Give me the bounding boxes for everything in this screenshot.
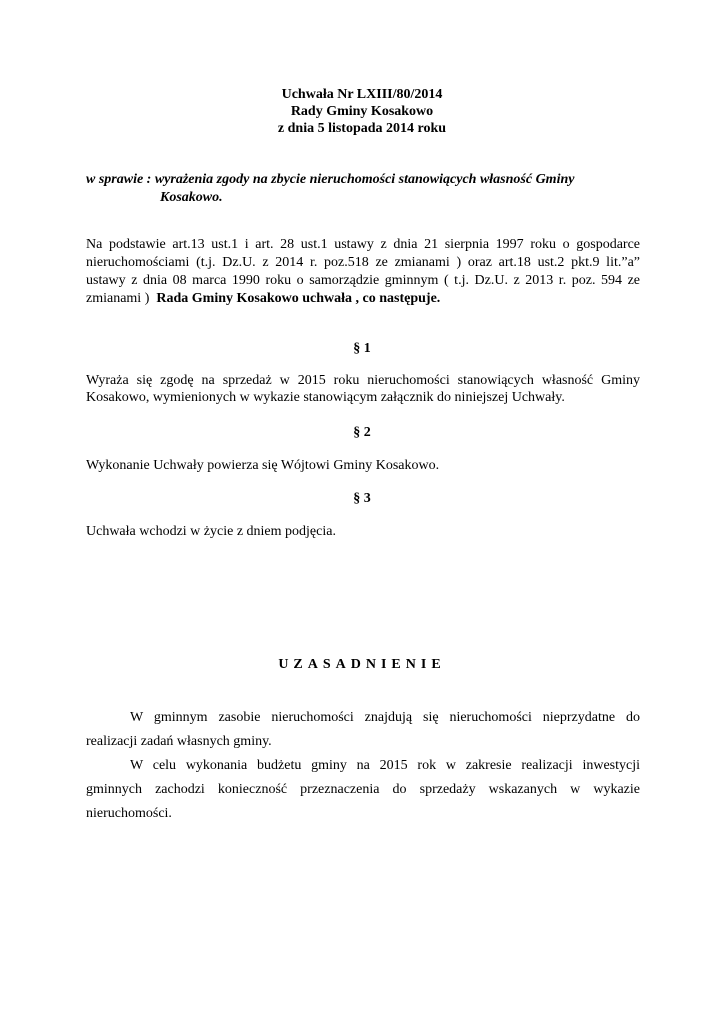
subject-line-2: Kosakowo. (160, 190, 223, 205)
section-2-heading: § 2 (353, 425, 371, 440)
justification-title: UZASADNIENIE (278, 657, 446, 672)
legal-basis (86, 236, 640, 308)
basis-line-4-bold: Rada Gminy Kosakowo uchwała , co następuje. (156, 291, 441, 306)
justification-body (86, 706, 640, 826)
section-2-text: Wykonanie Uchwały powierza się Wójtowi Gminy Kosakowo. (86, 458, 440, 473)
basis-line-4-plain: zmianami ) (86, 291, 157, 306)
section-3-heading: § 3 (353, 491, 371, 506)
section-3-text: Uchwała wchodzi w życie z dniem podjęcia. (86, 524, 336, 539)
section-1-heading: § 1 (353, 341, 371, 356)
resolution-number: Uchwała Nr LXIII/80/2014 (281, 87, 443, 102)
justification-p2-line-3: nieruchomości. (86, 806, 172, 821)
basis-line-2: nieruchomościami (t.j. Dz.U. z 2014 r. poz.518 ze zmianami ) oraz art.18 ust.2 pkt.9 lit.”a” (86, 255, 640, 270)
justification-p1-line-1: W gminnym zasobie nieruchomości znajdują się nieruchomości nieprzydatne do (130, 710, 640, 725)
basis-line-4 (86, 290, 640, 308)
resolution-subject (86, 171, 646, 207)
section-1-line-2: Kosakowo, wymienionych w wykazie stanowiącym załącznik do niniejszej Uchwały. (86, 390, 565, 405)
subject-line-1: w sprawie : wyrażenia zgody na zbycie nieruchomości stanowiących własność Gminy (86, 172, 575, 187)
justification-p2-line-1: W celu wykonania budżetu gminy na 2015 rok w zakresie realizacji inwestycji (130, 758, 640, 773)
justification-p1-line-2: realizacji zadań własnych gminy. (86, 734, 272, 749)
basis-line-3: ustawy z dnia 08 marca 1990 roku o samorządzie gminnym ( t.j. Dz.U. z 2013 r. poz. 594 ze (86, 273, 640, 288)
resolution-header (0, 86, 724, 137)
section-1-text (86, 372, 640, 406)
resolution-council: Rady Gminy Kosakowo (290, 104, 434, 119)
justification-p2-line-2: gminnych zachodzi konieczność przeznaczenia do sprzedaży wskazanych w wykazie (86, 782, 640, 797)
resolution-date: z dnia 5 listopada 2014 roku (277, 121, 447, 136)
basis-line-1: Na podstawie art.13 ust.1 i art. 28 ust.1 ustawy z dnia 21 sierpnia 1997 roku o gospodarce (86, 237, 640, 252)
section-1-line-1: Wyraża się zgodę na sprzedaż w 2015 roku nieruchomości stanowiących własność Gminy (86, 373, 640, 388)
